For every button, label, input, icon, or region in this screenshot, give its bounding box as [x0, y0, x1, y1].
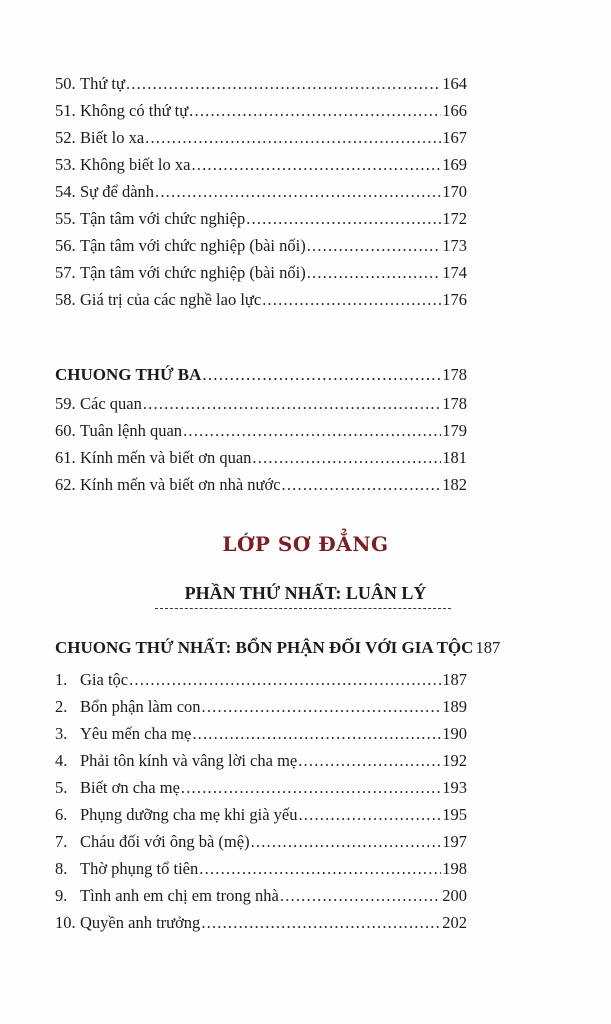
dot-leader: [189, 97, 441, 124]
part-heading: PHẦN THỨ NHẤT: LUÂN LÝ: [184, 583, 427, 603]
dot-leader: [191, 151, 441, 178]
toc-entry: [55, 693, 467, 720]
dot-leader: [262, 286, 441, 313]
entry-title: Không có thứ tự: [80, 101, 189, 120]
entry-page: 167: [442, 128, 467, 147]
entry-page: 166: [442, 101, 467, 120]
toc-chapter-one: [55, 630, 501, 936]
entry-number: 60.: [55, 421, 76, 440]
toc-entry: [55, 855, 467, 882]
entry-page: 195: [442, 805, 467, 824]
entry-page: 164: [442, 74, 467, 93]
entry-number: 10.: [55, 913, 76, 932]
entry-title: Tình anh em chị em trong nhà: [80, 886, 279, 905]
entry-title: Tuân lệnh quan: [80, 421, 183, 440]
chapter-title: CHUONG THỨ BA: [55, 365, 202, 384]
entry-page: 179: [442, 421, 467, 440]
dot-leader: [192, 720, 441, 747]
entry-page: 189: [442, 697, 467, 716]
toc-entry: [55, 259, 467, 286]
entry-number: 56.: [55, 236, 76, 255]
entry-number: 55.: [55, 209, 76, 228]
toc-section-a: [55, 70, 467, 313]
chapter-page: 187: [475, 638, 501, 657]
chapter-page: 178: [442, 365, 467, 384]
toc-entry: [55, 390, 467, 417]
entry-number: 61.: [55, 448, 76, 467]
toc-entry: [55, 747, 467, 774]
entry-page: 176: [442, 290, 467, 309]
entry-number: 7.: [55, 832, 68, 851]
entry-page: 202: [442, 913, 467, 932]
toc-entry: [55, 178, 467, 205]
entry-number: 57.: [55, 263, 76, 282]
entry-number: 5.: [55, 778, 68, 797]
entry-page: 190: [442, 724, 467, 743]
entry-number: 4.: [55, 751, 68, 770]
dot-leader: [126, 70, 441, 97]
entry-number: 1.: [55, 670, 68, 689]
entry-page: 200: [442, 886, 467, 905]
entry-title: Giá trị của các nghề lao lực: [80, 290, 262, 309]
dot-leader: [282, 471, 442, 498]
dot-leader: [298, 747, 441, 774]
dot-leader: [251, 828, 442, 855]
toc-entry: [55, 882, 467, 909]
entry-title: Bổn phận làm con: [80, 697, 201, 716]
entry-number: 58.: [55, 290, 76, 309]
toc-entry: [55, 471, 467, 498]
dot-leader: [155, 178, 441, 205]
dot-leader: [202, 360, 441, 390]
toc-entry: [55, 97, 467, 124]
toc-entry: [55, 828, 467, 855]
dot-leader: [280, 882, 441, 909]
entry-number: 52.: [55, 128, 76, 147]
entry-title: Tận tâm với chức nghiệp (bài nối): [80, 263, 306, 282]
dot-leader: [252, 444, 441, 471]
entry-number: 9.: [55, 886, 68, 905]
entry-page: 193: [442, 778, 467, 797]
chapter-heading: [55, 360, 467, 390]
entry-title: Kính mến và biết ơn nhà nước: [80, 475, 281, 494]
toc-entry: [55, 70, 467, 97]
dot-leader: [202, 693, 442, 720]
toc-entry: [55, 205, 467, 232]
entry-title: Biết lo xa: [80, 128, 145, 147]
entry-title: Phải tôn kính và vâng lời cha mẹ: [80, 751, 298, 770]
dot-leader: [129, 666, 441, 693]
entry-page: 198: [442, 859, 467, 878]
entry-page: 181: [442, 448, 467, 467]
entry-title: Thứ tự: [80, 74, 125, 93]
dot-leader: [298, 801, 441, 828]
chapter-title: CHUONG THỨ NHẤT: BỔN PHẬN ĐỐI VỚI GIA TỘC: [55, 638, 474, 657]
entry-title: Thờ phụng tổ tiên: [80, 859, 199, 878]
entry-number: 51.: [55, 101, 76, 120]
entry-number: 62.: [55, 475, 76, 494]
dot-leader: [307, 232, 442, 259]
entry-page: 187: [442, 670, 467, 689]
entry-title: Quyền anh trưởng: [80, 913, 201, 932]
toc-entry: [55, 232, 467, 259]
toc-entry: [55, 286, 467, 313]
toc-entry: [55, 444, 467, 471]
entry-number: 2.: [55, 697, 68, 716]
entry-title: Sự để dành: [80, 182, 155, 201]
toc-entry: [55, 124, 467, 151]
entry-page: 197: [442, 832, 467, 851]
entry-number: 54.: [55, 182, 76, 201]
entry-title: Biết ơn cha mẹ: [80, 778, 180, 797]
entry-title: Tận tâm với chức nghiệp (bài nối): [80, 236, 306, 255]
chapter-heading: [55, 630, 501, 666]
entry-page: 182: [442, 475, 467, 494]
dot-leader: [199, 855, 441, 882]
toc-entry: [55, 909, 467, 936]
entry-title: Phụng dưỡng cha mẹ khi già yếu: [80, 805, 298, 824]
dot-leader: [181, 774, 441, 801]
entry-title: Gia tộc: [80, 670, 129, 689]
entry-title: Yêu mến cha mẹ: [80, 724, 192, 743]
entry-number: 8.: [55, 859, 68, 878]
entry-number: 3.: [55, 724, 68, 743]
toc-entry: [55, 151, 467, 178]
dot-leader: [183, 417, 441, 444]
entry-page: 174: [442, 263, 467, 282]
dot-leader: [143, 390, 441, 417]
toc-entry: [55, 720, 467, 747]
entry-title: Cháu đối với ông bà (mệ): [80, 832, 250, 851]
dot-leader: [246, 205, 441, 232]
dot-leader: [145, 124, 441, 151]
entry-page: 192: [442, 751, 467, 770]
part-heading-underline: [155, 608, 451, 609]
entry-page: 170: [442, 182, 467, 201]
dot-leader: [201, 909, 441, 936]
dot-leader: [307, 259, 442, 286]
level-heading: LỚP SƠ ĐẲNG: [222, 532, 389, 556]
entry-number: 53.: [55, 155, 76, 174]
entry-page: 178: [442, 394, 467, 413]
entry-number: 59.: [55, 394, 76, 413]
toc-entry: [55, 801, 467, 828]
entry-title: Tận tâm với chức nghiệp: [80, 209, 246, 228]
entry-page: 169: [442, 155, 467, 174]
toc-entry: [55, 774, 467, 801]
toc-chapter-three: [55, 360, 467, 498]
entry-title: Không biết lo xa: [80, 155, 191, 174]
entry-page: 173: [442, 236, 467, 255]
toc-entry: [55, 417, 467, 444]
toc-entry: [55, 666, 467, 693]
entry-number: 6.: [55, 805, 68, 824]
entry-page: 172: [442, 209, 467, 228]
entry-title: Kính mến và biết ơn quan: [80, 448, 252, 467]
entry-number: 50.: [55, 74, 76, 93]
entry-title: Các quan: [80, 394, 142, 413]
